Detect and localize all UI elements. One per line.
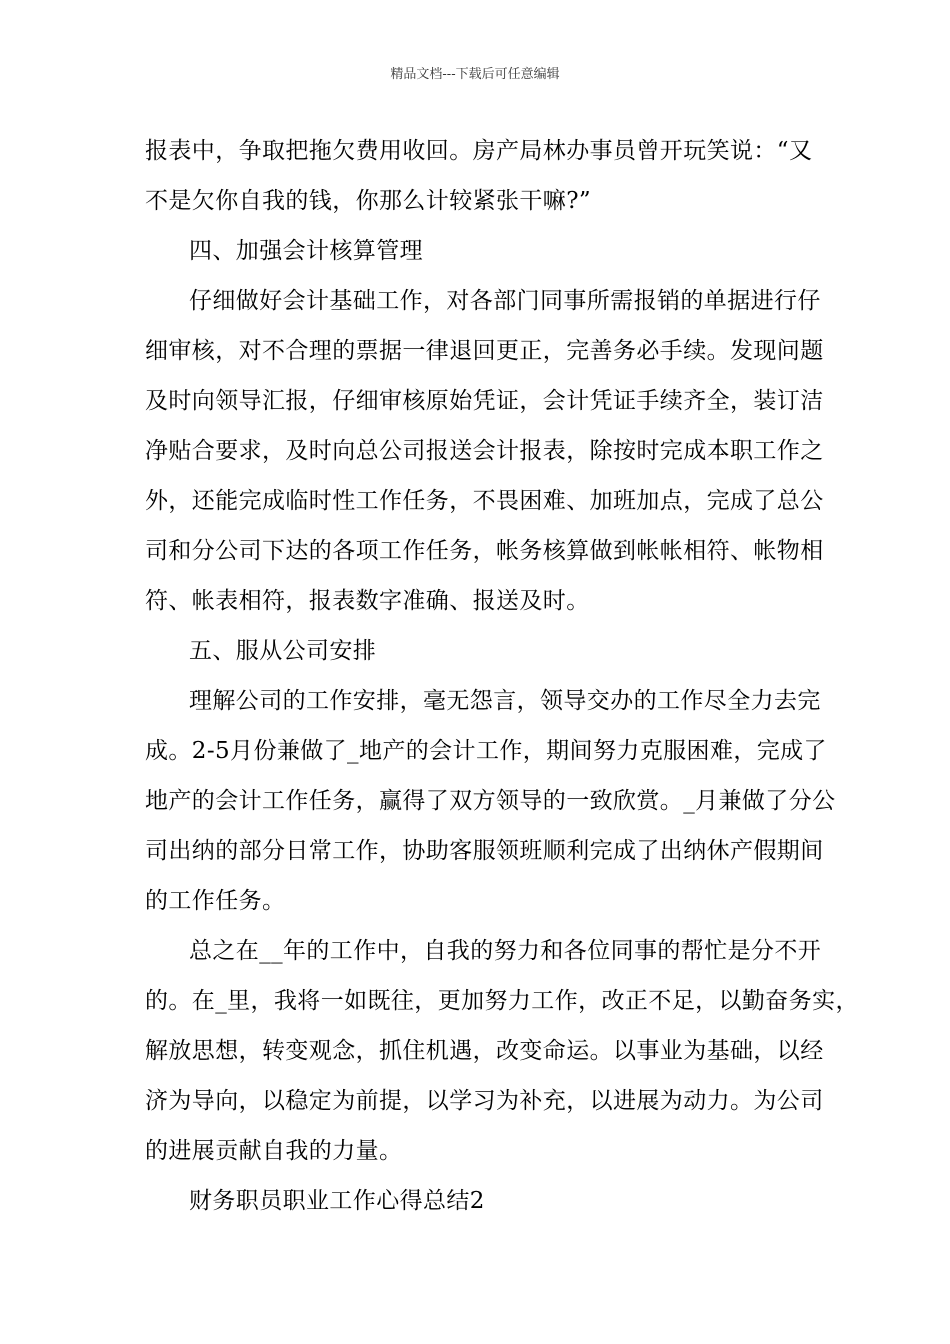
body-text-line: 净贴合要求，及时向总公司报送会计报表，除按时完成本职工作之: [145, 438, 824, 464]
body-text-line: 及时向领导汇报，仔细审核原始凭证，会计凭证手续齐全，装订洁: [145, 388, 824, 414]
section-heading: 五、服从公司安排: [189, 638, 377, 664]
body-text-line: 成。2-5月份兼做了_地产的会计工作，期间努力克服困难，完成了: [145, 738, 827, 764]
body-text-line: 符、帐表相符，报表数字准确、报送及时。: [145, 588, 590, 614]
body-text-line: 的。在_里，我将一如既往，更加努力工作，改正不足，以勤奋务实，: [145, 988, 859, 1014]
body-text-line: 解放思想，转变观念，抓住机遇，改变命运。以事业为基础，以经: [145, 1038, 824, 1064]
body-text-line: 司和分公司下达的各项工作任务，帐务核算做到帐帐相符、帐物相: [145, 538, 824, 564]
body-text-line: 司出纳的部分日常工作，协助客服领班顺利完成了出纳休产假期间: [145, 838, 824, 864]
document-title: 财务职员职业工作心得总结2: [189, 1188, 485, 1214]
body-text-line: 总之在__年的工作中，自我的努力和各位同事的帮忙是分不开: [189, 938, 822, 964]
body-text-line: 的工作任务。: [145, 888, 286, 914]
body-text-line: 仔细做好会计基础工作，对各部门同事所需报销的单据进行仔: [189, 288, 821, 314]
page-header: 精品文档---下载后可任意编辑: [390, 67, 560, 82]
body-text-line: 地产的会计工作任务，赢得了双方领导的一致欣赏。_月兼做了分公: [145, 788, 836, 814]
body-text-line: 不是欠你自我的钱，你那么计较紧张干嘛?”: [145, 188, 592, 214]
section-heading: 四、加强会计核算管理: [189, 238, 423, 264]
body-text-line: 报表中，争取把拖欠费用收回。房产局林办事员曾开玩笑说：“又: [145, 138, 813, 164]
body-text-line: 细审核，对不合理的票据一律退回更正，完善务必手续。发现问题: [145, 338, 824, 364]
body-text-line: 济为导向，以稳定为前提，以学习为补充，以进展为动力。为公司: [145, 1088, 824, 1114]
body-text-line: 外，还能完成临时性工作任务，不畏困难、加班加点，完成了总公: [145, 488, 824, 514]
body-text-line: 的进展贡献自我的力量。: [145, 1138, 403, 1164]
body-text-line: 理解公司的工作安排，毫无怨言，领导交办的工作尽全力去完: [189, 688, 821, 714]
